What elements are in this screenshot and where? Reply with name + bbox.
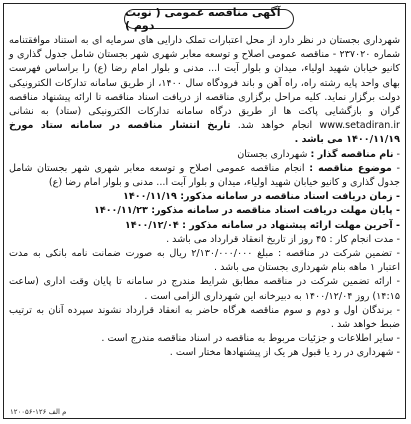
item-value: شهرداری در رد یا قبول هر یک از پیشنهادها مختار است . xyxy=(169,347,394,359)
item-value: تضمین شرکت در مناقصه : مبلغ ۲/۱۳۰/۰۰۰/۰۰۰ ریال به صورت ضمانت نامه بانکی به مدت اعتبار ۱ ماهه بنام شهرداری بجستان می باشد . xyxy=(9,248,400,274)
list-item: - تضمین شرکت در مناقصه : مبلغ ۲/۱۳۰/۰۰۰/۰۰۰ ریال به صورت ضمانت نامه بانکی به مدت اعتبار ۱ ماهه بنام شهرداری بجستان می باشد . xyxy=(9,248,400,274)
item-value: شهرداری بجستان xyxy=(237,148,308,160)
item-label: موضوع مناقصه : xyxy=(309,162,392,174)
list-item: - سایر اطلاعات و جزئیات مربوط به مناقصه در اسناد مناقصه مندرج است . xyxy=(101,333,400,345)
item-value: سایر اطلاعات و جزئیات مربوط به مناقصه در اسناد مناقصه مندرج است . xyxy=(101,333,394,345)
intro-end-text: انجام خواهد شد. xyxy=(237,120,313,132)
website-link[interactable]: www.setadiran.ir xyxy=(319,120,400,132)
notice-items-list xyxy=(9,148,400,361)
notice-title: آگهی مناقصه عمومی ( نوبت دوم ) xyxy=(124,9,294,29)
list-item: - زمان دریافت اسناد مناقصه در سامانه مذکور: ۱۴۰۰/۱۱/۱۹ xyxy=(123,191,400,203)
publish-date: تاریخ انتشار مناقصه در سامانه ستاد مورخ ۱۴۰۰/۱۱/۱۹ می باشد . xyxy=(9,120,400,146)
item-label: آخرین مهلت ارائه پیشنهاد در سامانه مذکور : xyxy=(182,219,393,231)
list-item: - شهرداری در رد یا قبول هر یک از پیشنهادها مختار است . xyxy=(169,347,400,359)
intro-paragraph xyxy=(9,34,400,148)
item-value: ارائه تضمین شرکت در مناقصه مطابق شرایط مندرج در سامانه تا پایان وقت اداری (ساعت ۱۴:۱۵) روز ۱۴۰۰/۱۲/۰۴ به دبیرخانه این شهرداری الزامی است . xyxy=(9,276,400,302)
item-value: ۱۴۰۰/۱۱/۲۳ xyxy=(93,205,148,217)
list-item: - موضوع مناقصه : انجام مناقصه عمومی اصلاح و توسعه معابر شهری شهر بجستان شامل جدول گذاری و کانیو خیابان شهید اولیاء، میدان و بلوار آیت ا... مدنی و بلوار امام رضا (ع) xyxy=(9,162,400,189)
item-label: نام مناقصه گذار : xyxy=(310,148,394,160)
notice-frame xyxy=(3,3,406,419)
item-value: برندگان اول و دوم و سوم مناقصه هرگاه حاضر به انعقاد قرارداد نشوند سپرده آنان به ترتیب ضبط خواهد شد . xyxy=(9,304,400,331)
list-item: - مدت انجام کار : ۴۵ روز از تاریخ انعقاد قرارداد می باشد . xyxy=(166,233,400,245)
list-item: - آخرین مهلت ارائه پیشنهاد در سامانه مذکور : ۱۴۰۰/۱۲/۰۴ xyxy=(124,219,400,231)
intro-text: شهرداری بجستان در نظر دارد از محل اعتبارات تملک دارایی های سرمایه ای به استناد موافقتنامه شماره ۲۳۷۰۲۰ - مناقصه عمومی اصلاح و توسعه معابر شهری شهر بجستان شامل جدول گذاری و کانیو خیابان شهید اولیاء، میدان و بلوار آیت ا... مدنی و بلوار امام رضا (ع) را براساس فهرست بهای واحد پایه رشته راه، راه آهن و باند فرودگاه سال ۱۴۰۰، از طریق سامانه تدارکات الکترونیکی دولت برگزار نماید. کلیه مراحل برگزاری مناقصه از دریافت اسناد مناقصه تا ارائه پیشنهاد مناقصه گران و بازگشایی پاکت ها از طریق درگاه سامانه تدارکات الکترونیکی (ستاد) به نشانی xyxy=(9,35,400,118)
list-item: - پایان مهلت دریافت اسناد مناقصه در سامانه مذکور: ۱۴۰۰/۱۱/۲۳ xyxy=(93,205,400,217)
item-value: ۱۴۰۰/۱۲/۰۴ xyxy=(124,219,179,231)
list-item: - نام مناقصه گذار : شهرداری بجستان xyxy=(237,148,400,160)
item-value: ۱۴۰۰/۱۱/۱۹ xyxy=(123,191,177,203)
item-label: پایان مهلت دریافت اسناد مناقصه در سامانه مذکور: xyxy=(151,205,393,217)
notice-reference-code: م الف ۱۲۶-۱۲۰۰۵۶ xyxy=(10,408,67,416)
item-value: مدت انجام کار : ۴۵ روز از تاریخ انعقاد قرارداد می باشد . xyxy=(166,233,394,245)
item-label: زمان دریافت اسناد مناقصه در سامانه مذکور: xyxy=(180,191,393,203)
item-value: انجام مناقصه عمومی اصلاح و توسعه معابر شهری شهر بجستان شامل جدول گذاری و کانیو خیابان شهید اولیاء، میدان و بلوار آیت ا... مدنی و بلوار امام رضا (ع) xyxy=(9,162,400,189)
list-item: - برندگان اول و دوم و سوم مناقصه هرگاه حاضر به انعقاد قرارداد نشوند سپرده آنان به ترتیب ضبط خواهد شد . xyxy=(9,304,401,331)
notice-body xyxy=(9,34,400,361)
list-item: - ارائه تضمین شرکت در مناقصه مطابق شرایط مندرج در سامانه تا پایان وقت اداری (ساعت ۱۴:۱۵) روز ۱۴۰۰/۱۲/۰۴ به دبیرخانه این شهرداری الزامی است . xyxy=(9,276,400,302)
